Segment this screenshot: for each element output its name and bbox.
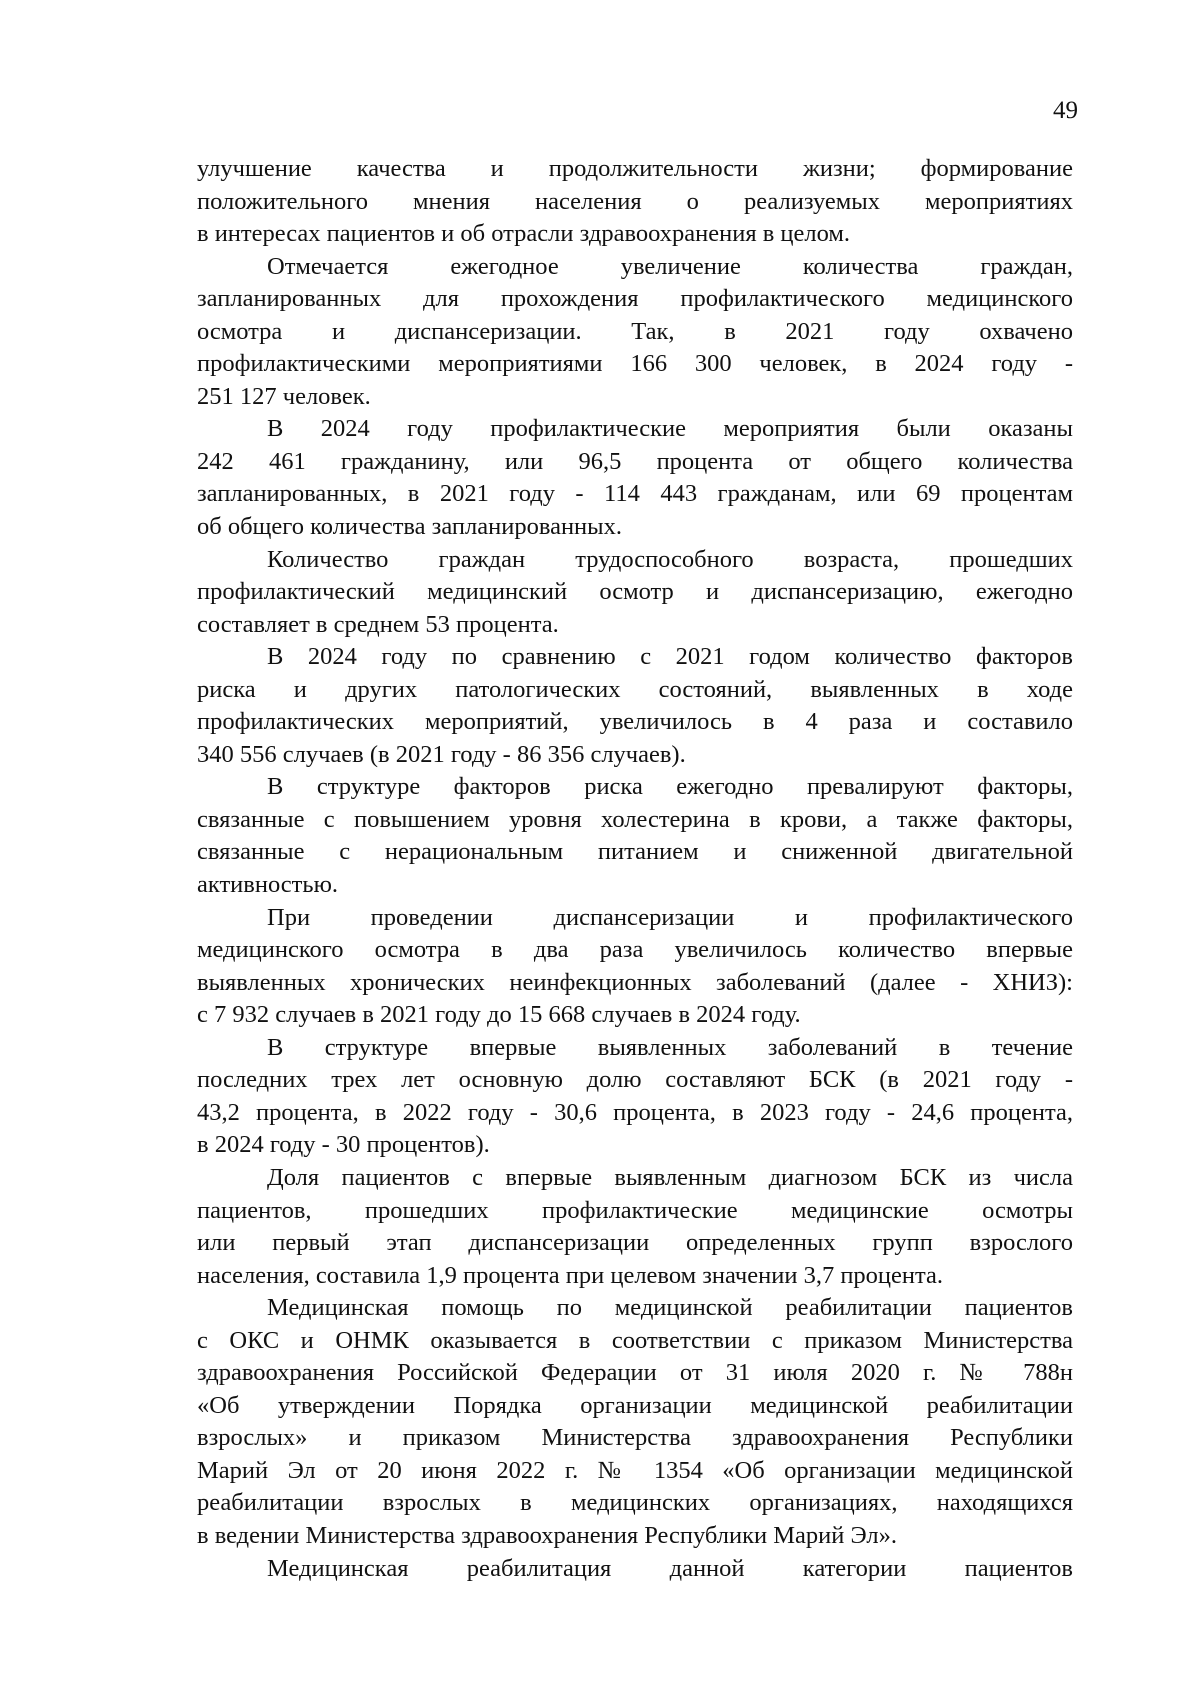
text-line: в 2024 году - 30 процентов). [197,1131,490,1159]
text-line: профилактический медицинский осмотр и диспансеризацию, ежегодно [197,578,1073,606]
text-line: медицинского осмотра в два раза увеличилось количество впервые [197,936,1073,964]
text-line: улучшение качества и продолжительности жизни; формирование [197,155,1073,182]
text-line: В 2024 году по сравнению с 2021 годом количество факторов [267,643,1073,671]
text-line: «Об утверждении Порядка организации медицинской реабилитации [197,1391,1073,1419]
text-line: запланированных, в 2021 году - 114 443 гражданам, или 69 процентам [197,480,1073,508]
text-line: При проведении диспансеризации и профилактического [267,903,1073,931]
text-line: последних трех лет основную долю составляют БСК (в 2021 году - [197,1066,1073,1094]
text-line: выявленных хронических неинфекционных заболеваний (далее - ХНИЗ): [197,968,1073,996]
text-line: профилактическими мероприятиями 166 300 человек, в 2024 году - [197,350,1073,378]
text-line: запланированных для прохождения профилактического медицинского [197,285,1073,313]
text-line: риска и других патологических состояний, выявленных в ходе [197,675,1073,703]
text-line: Марий Эл от 20 июня 2022 г. № 1354 «Об организации медицинской [197,1456,1073,1484]
text-line: В структуре впервые выявленных заболеваний в течение [267,1033,1073,1061]
text-line: 242 461 гражданину, или 96,5 процента от общего количества [197,447,1073,475]
text-line: здравоохранения Российской Федерации от 31 июля 2020 г. № 788н [197,1359,1073,1387]
text-line: в ведении Министерства здравоохранения Республики Марий Эл». [197,1521,897,1549]
text-line: положительного мнения населения о реализуемых мероприятиях [197,187,1073,215]
text-line: составляет в среднем 53 процента. [197,610,559,638]
text-line: Медицинская реабилитация данной категории пациентов [267,1554,1073,1582]
text-line: Медицинская помощь по медицинской реабилитации пациентов [267,1294,1073,1322]
text-line: В структуре факторов риска ежегодно превалируют факторы, [267,773,1073,801]
text-line: об общего количества запланированных. [197,513,623,541]
text-line: 340 556 случаев (в 2021 году - 86 356 случаев). [197,740,686,768]
body-text [197,153,1073,1585]
text-line: Количество граждан трудоспособного возраста, прошедших [267,545,1073,573]
text-line: профилактических мероприятий, увеличилось в 4 раза и составило [197,708,1073,736]
text-line: активностью. [197,871,338,899]
text-line: с 7 932 случаев в 2021 году до 15 668 случаев в 2024 году. [197,1001,801,1029]
text-line: пациентов, прошедших профилактические медицинские осмотры [197,1196,1073,1224]
text-line: населения, составила 1,9 процента при целевом значении 3,7 процента. [197,1261,944,1289]
text-line: или первый этап диспансеризации определенных групп взрослого [197,1229,1073,1257]
text-line: Отмечается ежегодное увеличение количества граждан, [267,252,1073,280]
text-line: с ОКС и ОНМК оказывается в соответствии с приказом Министерства [197,1326,1073,1354]
text-line: связанные с повышением уровня холестерина в крови, а также факторы, [197,805,1073,833]
text-line: В 2024 году профилактические мероприятия были оказаны [267,415,1073,443]
text-line: взрослых» и приказом Министерства здравоохранения Республики [197,1424,1073,1452]
text-line: Доля пациентов с впервые выявленным диагнозом БСК из числа [267,1163,1073,1191]
page-number: 49 [1053,97,1078,124]
text-line: 43,2 процента, в 2022 году - 30,6 процента, в 2023 году - 24,6 процента, [197,1098,1073,1126]
text-line: в интересах пациентов и об отрасли здравоохранения в целом. [197,220,851,248]
text-line: осмотра и диспансеризации. Так, в 2021 году охвачено [197,317,1073,345]
text-line: связанные с нерациональным питанием и сниженной двигательной [197,838,1073,866]
text-line: реабилитации взрослых в медицинских организациях, находящихся [197,1489,1073,1517]
text-line: 251 127 человек. [197,382,371,410]
